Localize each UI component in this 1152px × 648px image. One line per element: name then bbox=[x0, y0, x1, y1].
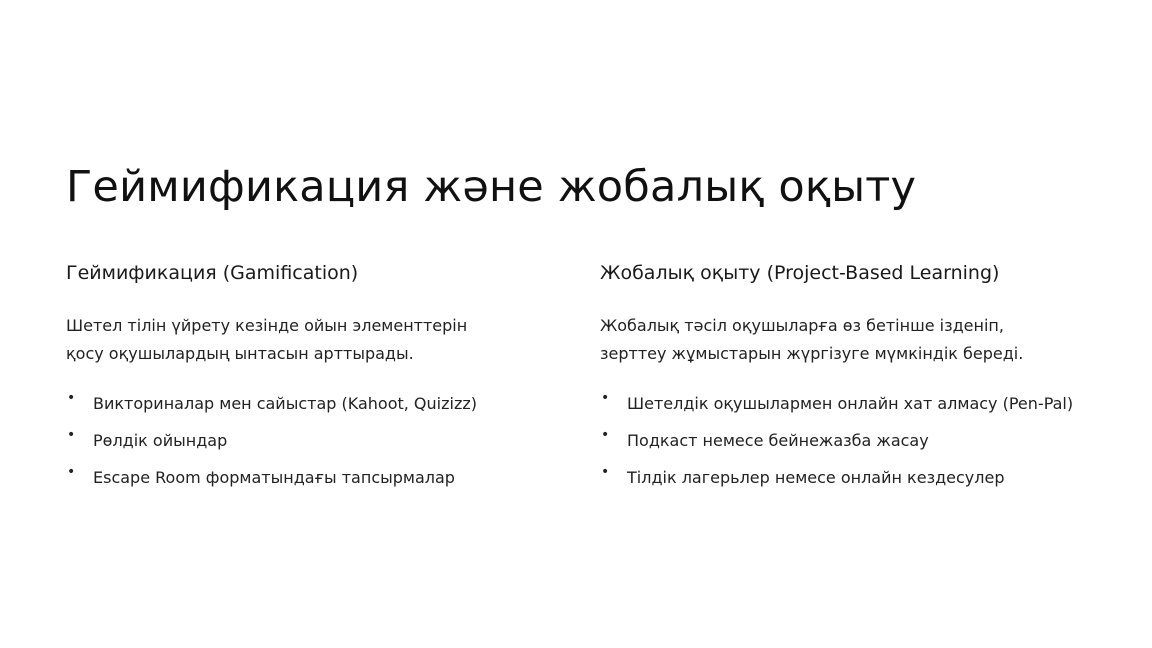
bullet-icon: • bbox=[67, 464, 76, 480]
gamification-heading: Геймификация (Gamification) bbox=[66, 262, 359, 284]
bullet-icon: • bbox=[601, 427, 610, 443]
gamification-description bbox=[66, 312, 606, 368]
list-item-text: Рөлдік ойындар bbox=[93, 431, 228, 450]
project-based-learning-heading: Жобалық оқыту (Project-Based Learning) bbox=[600, 262, 1000, 284]
list-item bbox=[66, 422, 606, 459]
project-based-learning-bullet-list bbox=[600, 385, 1145, 496]
list-item-text: Шетелдік оқушылармен онлайн хат алмасу (Pen-Pal) bbox=[627, 394, 1074, 413]
bullet-icon: • bbox=[67, 390, 76, 406]
bullet-icon: • bbox=[67, 427, 76, 443]
list-item bbox=[600, 422, 1145, 459]
list-item-text: Тілдік лагерьлер немесе онлайн кездесулер bbox=[627, 468, 1005, 487]
list-item bbox=[600, 459, 1145, 496]
list-item-text: Escape Room форматындағы тапсырмалар bbox=[93, 468, 455, 487]
bullet-icon: • bbox=[601, 390, 610, 406]
slide-title: Геймификация және жобалық оқыту bbox=[66, 162, 917, 212]
list-item bbox=[66, 459, 606, 496]
description-line: Шетел тілін үйрету кезінде ойын элементтерін bbox=[66, 316, 468, 335]
bullet-icon: • bbox=[601, 464, 610, 480]
list-item bbox=[66, 385, 606, 422]
project-based-learning-column bbox=[600, 260, 1145, 496]
gamification-bullet-list bbox=[66, 385, 606, 496]
description-line: зерттеу жұмыстарын жүргізуге мүмкіндік береді. bbox=[600, 344, 1024, 363]
description-line: қосу оқушылардың ынтасын арттырады. bbox=[66, 344, 414, 363]
description-line: Жобалық тәсіл оқушыларға өз бетінше ізденіп, bbox=[600, 316, 1004, 335]
list-item bbox=[600, 385, 1145, 422]
list-item-text: Викториналар мен сайыстар (Kahoot, Quizizz) bbox=[93, 394, 477, 413]
gamification-column bbox=[66, 260, 606, 496]
project-based-learning-description bbox=[600, 312, 1145, 368]
list-item-text: Подкаст немесе бейнежазба жасау bbox=[627, 431, 929, 450]
